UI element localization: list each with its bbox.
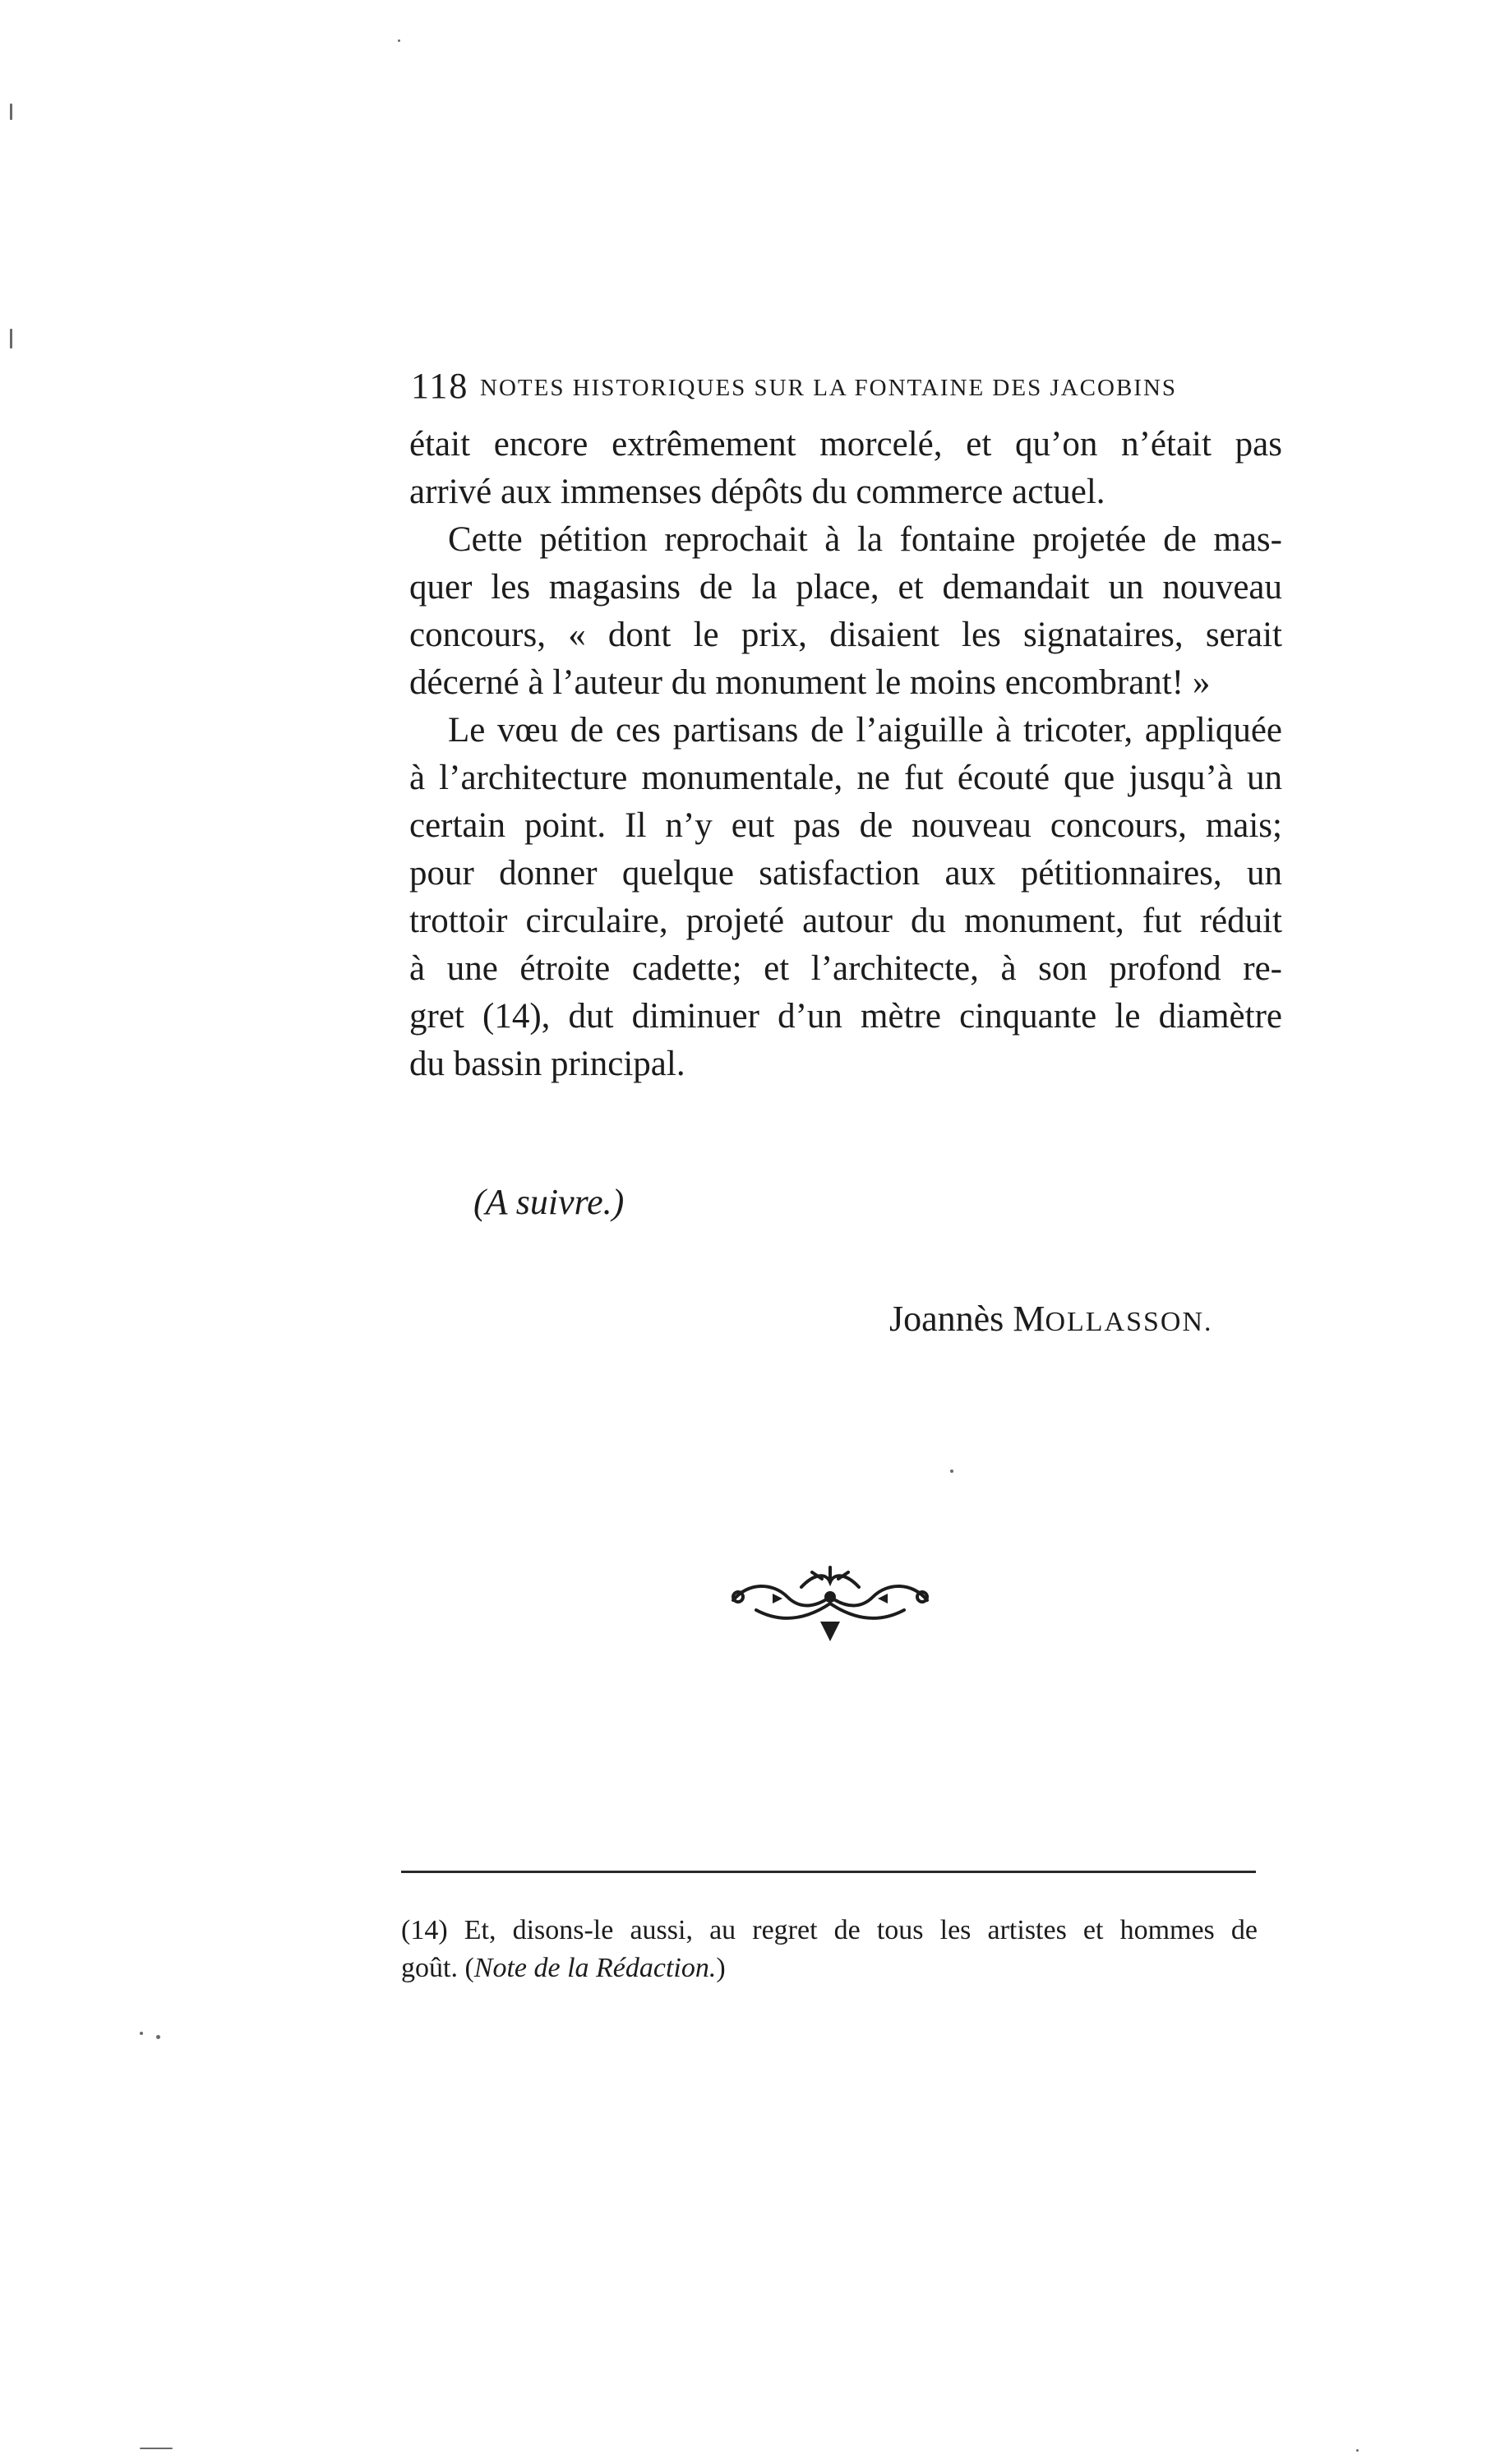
paper-speck bbox=[156, 2035, 160, 2039]
running-title: NOTES HISTORIQUES SUR LA FONTAINE DES JACOBINS bbox=[480, 375, 1178, 401]
text-line: Cette pétition reprochait à la fontaine projetée de mas- bbox=[448, 520, 1282, 559]
footnote-text: goût. ( bbox=[401, 1953, 474, 1983]
paper-speck bbox=[10, 104, 12, 120]
footnote-line bbox=[401, 1950, 1258, 1987]
author-last-name-smallcaps: OLLASSON. bbox=[1045, 1307, 1213, 1337]
footnote-line: (14) Et, disons-le aussi, au regret de tous les artistes et hommes de bbox=[401, 1915, 1258, 1945]
text-line: certain point. Il n’y eut pas de nouveau concours, mais; bbox=[409, 806, 1282, 845]
text-line: était encore extrêmement morcelé, et qu’on n’était pas bbox=[409, 425, 1282, 464]
author-first-name: Joannès bbox=[889, 1299, 1013, 1339]
ornament-bottom-point bbox=[820, 1622, 840, 1641]
author-signature bbox=[889, 1294, 1213, 1347]
ornament-right-leaf bbox=[878, 1594, 888, 1603]
fleuron-ornament-icon bbox=[723, 1549, 937, 1648]
footnote-divider bbox=[401, 1871, 1256, 1873]
page-number: 118 bbox=[411, 366, 469, 406]
text-line: arrivé aux immenses dépôts du commerce actuel. bbox=[409, 473, 1105, 511]
paper-speck bbox=[140, 2032, 143, 2035]
page-header bbox=[411, 362, 1266, 411]
author-last-initial: M bbox=[1013, 1299, 1045, 1339]
ornament-left-leaf bbox=[773, 1594, 782, 1603]
text-line: trottoir circulaire, projeté autour du monument, fut réduit bbox=[409, 902, 1282, 940]
ornament-center-knot bbox=[824, 1591, 836, 1603]
text-line: Le vœu de ces partisans de l’aiguille à tricoter, appliquée bbox=[448, 711, 1282, 750]
footnote-text-end: ) bbox=[716, 1953, 726, 1983]
paper-speck bbox=[950, 1470, 953, 1473]
text-line: pour donner quelque satisfaction aux pétitionnaires, un bbox=[409, 854, 1282, 893]
text-line: concours, « dont le prix, disaient les signataires, serait bbox=[409, 616, 1282, 654]
ornament-left-scroll bbox=[733, 1586, 830, 1606]
ornament-right-scroll bbox=[830, 1586, 927, 1606]
text-line: à l’architecture monumentale, ne fut écouté que jusqu’à un bbox=[409, 759, 1282, 797]
paper-speck bbox=[140, 2448, 173, 2449]
paper-speck bbox=[10, 329, 12, 348]
paper-speck bbox=[398, 39, 400, 42]
text-line: à une étroite cadette; et l’architecte, à son profond re- bbox=[409, 949, 1282, 988]
continued-note: (A suivre.) bbox=[473, 1182, 625, 1222]
text-line: quer les magasins de la place, et demandait un nouveau bbox=[409, 568, 1282, 607]
paper-speck bbox=[1356, 2449, 1359, 2452]
text-line: du bassin principal. bbox=[409, 1045, 685, 1083]
text-line: gret (14), dut diminuer d’un mètre cinquante le diamètre bbox=[409, 997, 1282, 1036]
ornament-lower-curve bbox=[756, 1603, 904, 1618]
footnote-editorial-note: Note de la Rédaction. bbox=[473, 1953, 717, 1983]
text-line: décerné à l’auteur du monument le moins encombrant! » bbox=[409, 663, 1211, 702]
